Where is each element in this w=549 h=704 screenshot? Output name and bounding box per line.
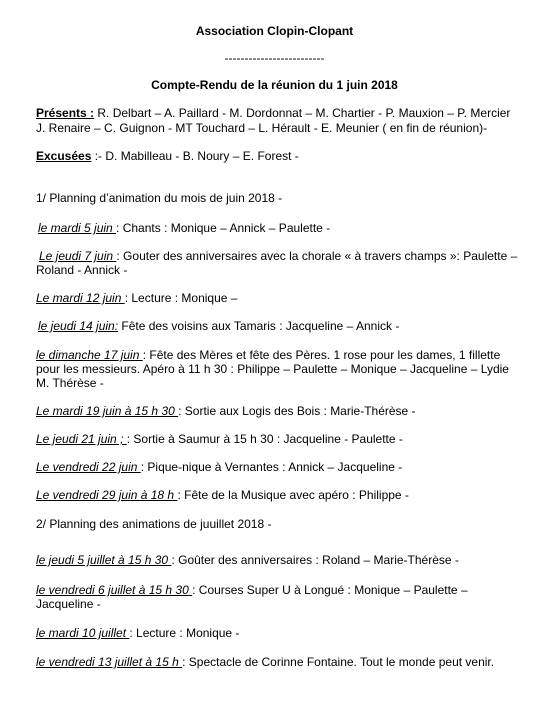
excusees-names: :- D. Mabilleau - B. Noury – E. Forest -	[91, 149, 299, 163]
entry-text: : Fête de la Musique avec apéro : Philippe -	[177, 488, 409, 502]
list-item	[36, 460, 402, 474]
entry-date: le mardi 10 juillet	[36, 626, 130, 640]
list-item	[36, 404, 416, 418]
entry-text: : Courses Super U à Longué : Monique – Paulette –	[192, 583, 468, 597]
entry-continuation: Roland - Annick -	[36, 263, 128, 277]
entry-date: le vendredi 6 juillet à 15 h 30	[36, 583, 193, 597]
excusees-line	[36, 149, 299, 163]
entry-text: : Spectacle de Corinne Fontaine. Tout le monde peut venir.	[182, 655, 495, 669]
entry-date: Le mardi 12 juin	[36, 291, 125, 305]
entry-text: : Pique-nique à Vernantes : Annick – Jacqueline -	[140, 460, 403, 474]
list-item	[36, 488, 409, 502]
entry-text: Fête des voisins aux Tamaris : Jacqueline – Annick -	[118, 319, 400, 333]
title-separator: -------------------------	[224, 51, 325, 65]
list-item	[36, 432, 403, 446]
entry-date: le mardi 5 juin	[38, 221, 117, 235]
entry-date: Le jeudi 7 juin	[39, 249, 117, 263]
meeting-subtitle: Compte-Rendu de la réunion du 1 juin 2018	[151, 78, 398, 92]
entry-date: Le vendredi 29 juin à 18 h	[36, 488, 178, 502]
list-item	[36, 655, 494, 669]
presents-label: Présents :	[36, 106, 95, 120]
entry-date: Le vendredi 22 juin	[36, 460, 141, 474]
section-1-heading: 1/ Planning d’animation du mois de juin 2018 -	[36, 191, 283, 205]
entry-date: Le jeudi 21 juin ;	[36, 432, 127, 446]
entry-text: : Goûter des anniversaires : Roland – Marie-Thérèse -	[171, 553, 459, 567]
list-item	[36, 553, 459, 567]
entry-text: : Lecture : Monique -	[129, 626, 240, 640]
list-item	[38, 221, 330, 235]
entry-continuation: M. Thérèse -	[36, 376, 104, 390]
presents-names-1: R. Delbart – A. Paillard - M. Dordonnat – M. Chartier - P. Mauxion – P. Mercier	[94, 106, 511, 120]
list-item	[36, 348, 500, 362]
list-item	[36, 583, 468, 597]
list-item	[36, 291, 237, 305]
presents-line-2: J. Renaire – C. Guignon - MT Touchard – L. Hérault - E. Meunier ( en fin de réunion)-	[36, 121, 488, 135]
document-title: Association Clopin-Clopant	[195, 24, 354, 38]
entry-continuation: Jacqueline -	[36, 597, 101, 611]
entry-date: Le mardi 19 juin à 15 h 30	[36, 404, 179, 418]
entry-text: : Chants : Monique – Annick – Paulette -	[116, 221, 331, 235]
entry-date: le jeudi 14 juin:	[38, 319, 119, 333]
excusees-label: Excusées	[36, 149, 92, 163]
entry-continuation: pour les messieurs. Apéro à 11 h 30 : Philippe – Paulette – Monique – Jacqueline – Lydie	[36, 362, 509, 376]
list-item	[36, 626, 239, 640]
entry-text: : Lecture : Monique –	[124, 291, 238, 305]
list-item	[39, 249, 517, 263]
list-item	[38, 319, 399, 333]
entry-text: : Fête des Mères et fête des Pères. 1 rose pour les dames, 1 fillette	[142, 348, 501, 362]
entry-date: le vendredi 13 juillet à 15 h	[36, 655, 183, 669]
entry-text: : Sortie à Saumur à 15 h 30 : Jacqueline - Paulette -	[126, 432, 403, 446]
entry-text: : Sortie aux Logis des Bois : Marie-Thérèse -	[178, 404, 416, 418]
entry-date: le dimanche 17 juin	[36, 348, 143, 362]
entry-date: le jeudi 5 juillet à 15 h 30	[36, 553, 172, 567]
section-2-heading: 2/ Planning des animations de juuillet 2018 -	[36, 517, 272, 531]
presents-line-1	[36, 106, 510, 120]
entry-text: : Gouter des anniversaires avec la chorale « à travers champs »: Paulette –	[116, 249, 518, 263]
